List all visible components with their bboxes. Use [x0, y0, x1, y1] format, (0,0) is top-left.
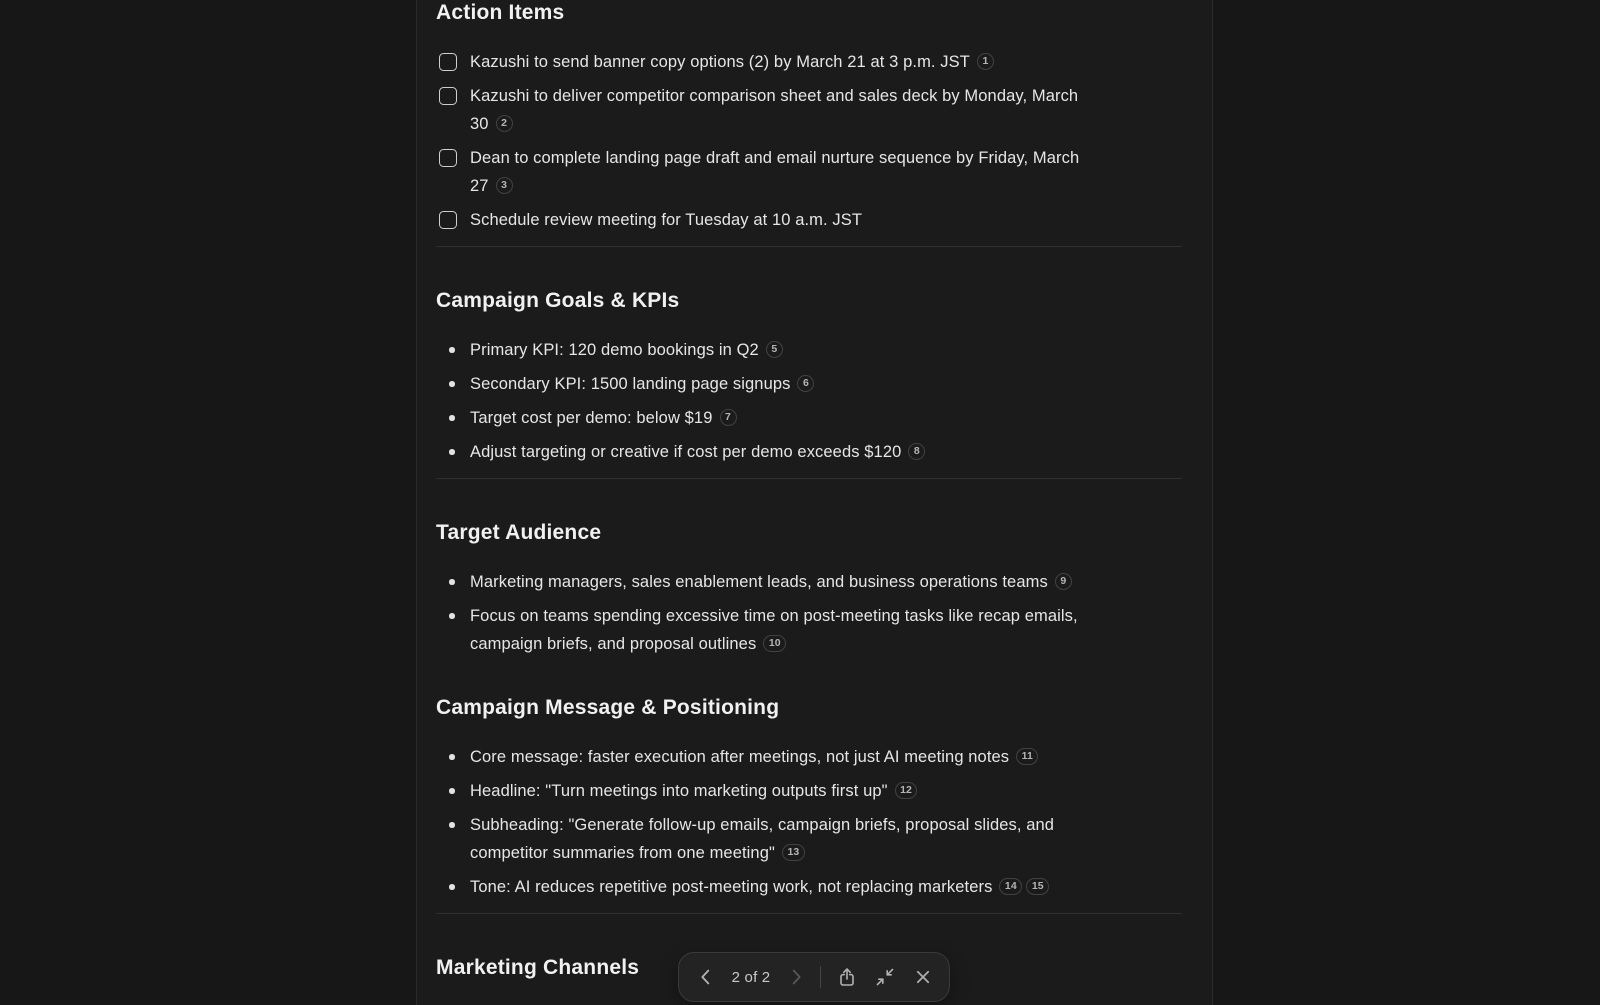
item-text-line: campaign briefs, and proposal outlines [470, 635, 757, 653]
item-text [470, 336, 783, 364]
bullet-icon [449, 579, 455, 585]
citation-badge[interactable]: 6 [797, 375, 814, 392]
citation-badge[interactable]: 2 [496, 115, 513, 132]
citation-badge[interactable]: 8 [908, 443, 925, 460]
item-text [470, 370, 814, 398]
close-icon [911, 965, 935, 989]
next-page-button[interactable] [783, 962, 809, 992]
floating-pager-toolbar [678, 952, 950, 1002]
checkbox[interactable] [439, 211, 457, 229]
share-button[interactable] [832, 962, 862, 992]
bullet-item-row [436, 404, 1182, 432]
citation-badge[interactable]: 13 [782, 844, 805, 861]
citation-badge[interactable]: 12 [895, 782, 918, 799]
section-heading: Campaign Message & Positioning [436, 696, 780, 719]
section-heading: Action Items [436, 1, 565, 24]
item-text-line: Marketing managers, sales enablement leads, and business operations teams [470, 573, 1048, 591]
item-marker [436, 568, 470, 585]
bullet-item-row [436, 777, 1182, 805]
section-divider [436, 478, 1182, 479]
item-text-line: Schedule review meeting for Tuesday at 10 a.m. JST [470, 211, 863, 229]
bullet-icon [449, 754, 455, 760]
item-text-line: Adjust targeting or creative if cost per demo exceeds $120 [470, 443, 902, 461]
citation-badge[interactable]: 10 [763, 635, 786, 652]
bullet-icon [449, 347, 455, 353]
citation-badge[interactable]: 5 [766, 341, 783, 358]
item-marker [436, 144, 470, 167]
bullet-icon [449, 415, 455, 421]
section-heading: Target Audience [436, 521, 602, 544]
item-text [470, 873, 1049, 901]
right-pane-divider [1212, 0, 1213, 1005]
section-heading: Marketing Channels [436, 956, 640, 979]
item-marker [436, 777, 470, 794]
item-marker [436, 438, 470, 455]
section-items [436, 568, 1182, 658]
item-text [470, 602, 1078, 658]
page-indicator: 2 of 2 [731, 968, 771, 986]
item-marker [436, 336, 470, 353]
item-marker [436, 602, 470, 619]
item-text [470, 206, 862, 234]
item-text-line: Primary KPI: 120 demo bookings in Q2 [470, 341, 759, 359]
bullet-icon [449, 884, 455, 890]
bullet-item-row [436, 873, 1182, 901]
action-item-row [436, 144, 1182, 200]
item-text-line: Kazushi to deliver competitor comparison sheet and sales deck by Monday, March [470, 87, 1079, 105]
checkbox[interactable] [439, 149, 457, 167]
item-marker [436, 811, 470, 828]
notes-pane [417, 0, 1212, 1005]
citation-badge[interactable]: 14 [999, 878, 1022, 895]
toolbar-separator [820, 966, 821, 988]
bullet-icon [449, 822, 455, 828]
citation-badge[interactable]: 15 [1026, 878, 1049, 895]
action-item-row [436, 48, 1182, 76]
chevron-left-icon [695, 966, 717, 988]
item-text-line: Secondary KPI: 1500 landing page signups [470, 375, 791, 393]
section-items [436, 48, 1182, 234]
citation-badge[interactable]: 7 [720, 409, 737, 426]
section-items [436, 743, 1182, 901]
item-text [470, 743, 1038, 771]
bullet-item-row [436, 743, 1182, 771]
section-divider [436, 913, 1182, 914]
document [417, 0, 1212, 1005]
bullet-item-row [436, 370, 1182, 398]
citation-badge[interactable]: 3 [496, 177, 513, 194]
bullet-item-row [436, 336, 1182, 364]
section-divider [436, 246, 1182, 247]
checkbox[interactable] [439, 53, 457, 71]
item-marker [436, 206, 470, 229]
collapse-button[interactable] [870, 962, 900, 992]
item-text-line: 30 [470, 115, 489, 133]
close-button[interactable] [908, 962, 938, 992]
bullet-icon [449, 788, 455, 794]
bullet-icon [449, 449, 455, 455]
item-text-line: Subheading: "Generate follow-up emails, campaign briefs, proposal slides, and [470, 816, 1055, 834]
item-text-line: competitor summaries from one meeting" [470, 844, 775, 862]
item-text-line: 27 [470, 177, 489, 195]
citation-badge[interactable]: 11 [1016, 748, 1038, 765]
item-text [470, 811, 1054, 867]
action-item-row [436, 206, 1182, 234]
item-text [470, 777, 917, 805]
compress-icon [873, 965, 897, 989]
item-marker [436, 873, 470, 890]
bullet-icon [449, 613, 455, 619]
item-text [470, 48, 994, 76]
item-text-line: Kazushi to send banner copy options (2) by March 21 at 3 p.m. JST [470, 53, 970, 71]
citation-badge[interactable]: 1 [977, 53, 994, 70]
item-text-line: Focus on teams spending excessive time on post-meeting tasks like recap emails, [470, 607, 1078, 625]
item-text [470, 438, 925, 466]
bullet-icon [449, 381, 455, 387]
item-marker [436, 743, 470, 760]
bullet-item-row [436, 811, 1182, 867]
item-text-line: Dean to complete landing page draft and email nurture sequence by Friday, March [470, 149, 1080, 167]
item-marker [436, 404, 470, 421]
bullet-item-row [436, 568, 1182, 596]
item-text [470, 144, 1079, 200]
item-text-line: Core message: faster execution after meetings, not just AI meeting notes [470, 748, 1010, 766]
chevron-right-icon [785, 966, 807, 988]
action-item-row [436, 82, 1182, 138]
bullet-item-row [436, 602, 1182, 658]
item-text [470, 568, 1072, 596]
section-heading: Campaign Goals & KPIs [436, 289, 680, 312]
item-text [470, 404, 737, 432]
item-text-line: Headline: "Turn meetings into marketing outputs first up" [470, 782, 888, 800]
item-text [470, 82, 1078, 138]
share-icon [835, 965, 859, 989]
item-marker [436, 82, 470, 105]
item-marker [436, 370, 470, 387]
item-marker [436, 48, 470, 71]
item-text-line: Tone: AI reduces repetitive post-meeting work, not replacing marketers [470, 878, 993, 896]
checkbox[interactable] [439, 87, 457, 105]
citation-badge[interactable]: 9 [1055, 573, 1072, 590]
item-text-line: Target cost per demo: below $19 [470, 409, 713, 427]
bullet-item-row [436, 438, 1182, 466]
previous-page-button[interactable] [693, 962, 719, 992]
section-items [436, 336, 1182, 466]
